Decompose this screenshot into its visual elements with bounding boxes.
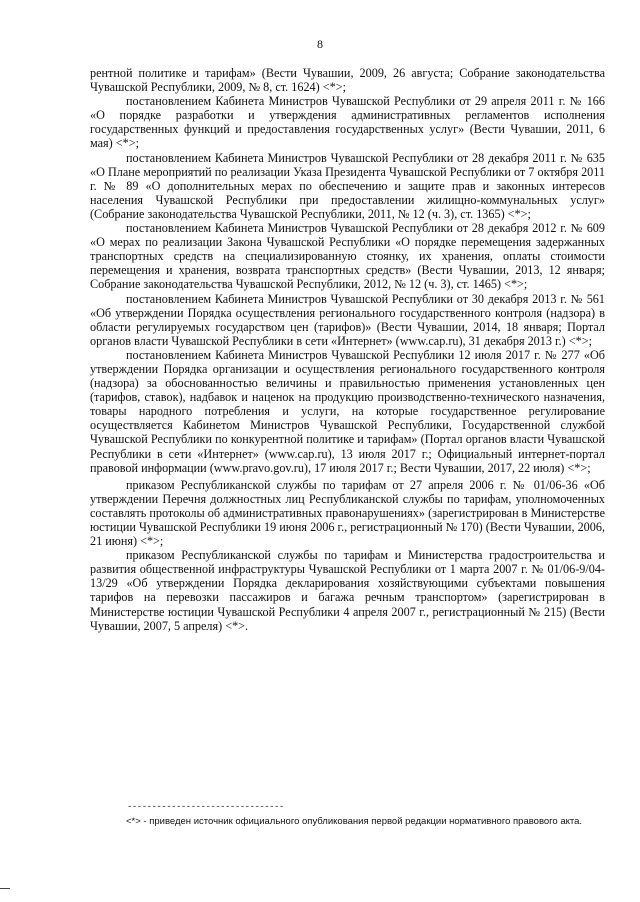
footnote-separator: -------------------------------- <box>127 802 284 812</box>
paragraph-resolution-277: постановлением Кабинета Министров Чувашской Республики 12 июля 2017 г. № 277 «Об утверждении Порядка организации и осуществления регионального государственного контроля (надзора) за обоснованностью величины и правильностью применения установленных цен (тарифов, ставок), надбавок и наценок на продукцию производственно-технического назначения, товары народного потребления и услуги, на которые государственное регулирование осуществляется Кабинетом Министров Чувашской Республики, Государственной службой Чувашской Республики по конкурентной политике и тарифам» (Портал органов власти Чувашской Республики в сети «Интернет» (www.cap.ru), 13 июля 2017 г.; Официальный интернет-портал правовой информации (www.pravo.gov.ru), 17 июля 2017 г.; Вести Чувашии, 2017, 22 июля) <*>; <box>90 347 605 475</box>
paragraph-resolution-561: постановлением Кабинета Министров Чувашской Республики от 30 декабря 2013 г. № 561 «Об утверждении Порядка осуществления регионального государственного контроля (надзора) в области регулируемых государством цен (тарифов)» (Вести Чувашии, 2014, 18 января; Портал органов власти Чувашской Республики в сети «Интернет» (www.cap.ru), 31 декабря 2013 г.) <*>; <box>90 291 605 348</box>
paragraph-resolution-609: постановлением Кабинета Министров Чувашской Республики от 28 декабря 2012 г. № 609 «О мерах по реализации Закона Чувашской Республики «О порядке перемещения задержанных транспортных средств на специализированную стоянку, их хранения, оплаты стоимости перемещения и хранения, возврата транспортных средств» (Вести Чувашии, 2013, 12 января; Собрание законодательства Чувашской Республики, 2012, № 12 (ч. 3), ст. 1465) <*>; <box>90 221 605 292</box>
paragraph-continuation: рентной политике и тарифам» (Вести Чувашии, 2009, 26 августа; Собрание законодательства Чувашской Республики, 2009, № 8, ст. 1624) <*>; <box>90 66 605 95</box>
paragraph-order-01-06-9: приказом Республиканской службы по тарифам и Министерства градостроительства и развития общественной инфраструктуры Чувашской Республики от 1 марта 2007 г. № 01/06-9/04-13/29 «Об утверждении Порядка декларирования хозяйствующими субъектами повышения тарифов на перевозки пассажиров и багажа речным транспортом» (зарегистрирован в Министерстве юстиции Чувашской Республики 4 апреля 2007 г., регистрационный № 215) (Вести Чувашии, 2007, 5 апреля) <*>. <box>90 548 605 633</box>
paragraph-order-01-06-36: приказом Республиканской службы по тарифам от 27 апреля 2006 г. № 01/06-36 «Об утверждении Перечня должностных лиц Республиканской службы по тарифам, уполномоченных составлять протоколы об административных правонарушениях» (зарегистрирован в Министерстве юстиции Чувашской Республики 19 июня 2006 г., регистрационный № 170) (Вести Чувашии, 2006, 21 июня) <*>; <box>90 477 605 549</box>
scan-edge-mark <box>0 888 10 889</box>
footnote-text: <*> - приведен источник официального опубликования первой редакции нормативного правового акта. <box>126 816 583 827</box>
document-body <box>90 66 605 633</box>
page-number: 8 <box>317 37 323 51</box>
paragraph-resolution-166: постановлением Кабинета Министров Чувашской Республики от 29 апреля 2011 г. № 166 «О порядке разработки и утверждения административных регламентов исполнения государственных функций и предоставления государственных услуг» (Вести Чувашии, 2011, 6 мая) <*>; <box>90 94 605 151</box>
paragraph-resolution-635: постановлением Кабинета Министров Чувашской Республики от 28 декабря 2011 г. № 635 «О Плане мероприятий по реализации Указа Президента Чувашской Республики от 7 октября 2011 г. № 89 «О дополнительных мерах по обеспечению и защите прав и законных интересов населения Чувашской Республики при предоставлении жилищно-коммунальных услуг» (Собрание законодательства Чувашской Республики, 2011, № 12 (ч. 3), ст. 1365) <*>; <box>90 150 605 221</box>
